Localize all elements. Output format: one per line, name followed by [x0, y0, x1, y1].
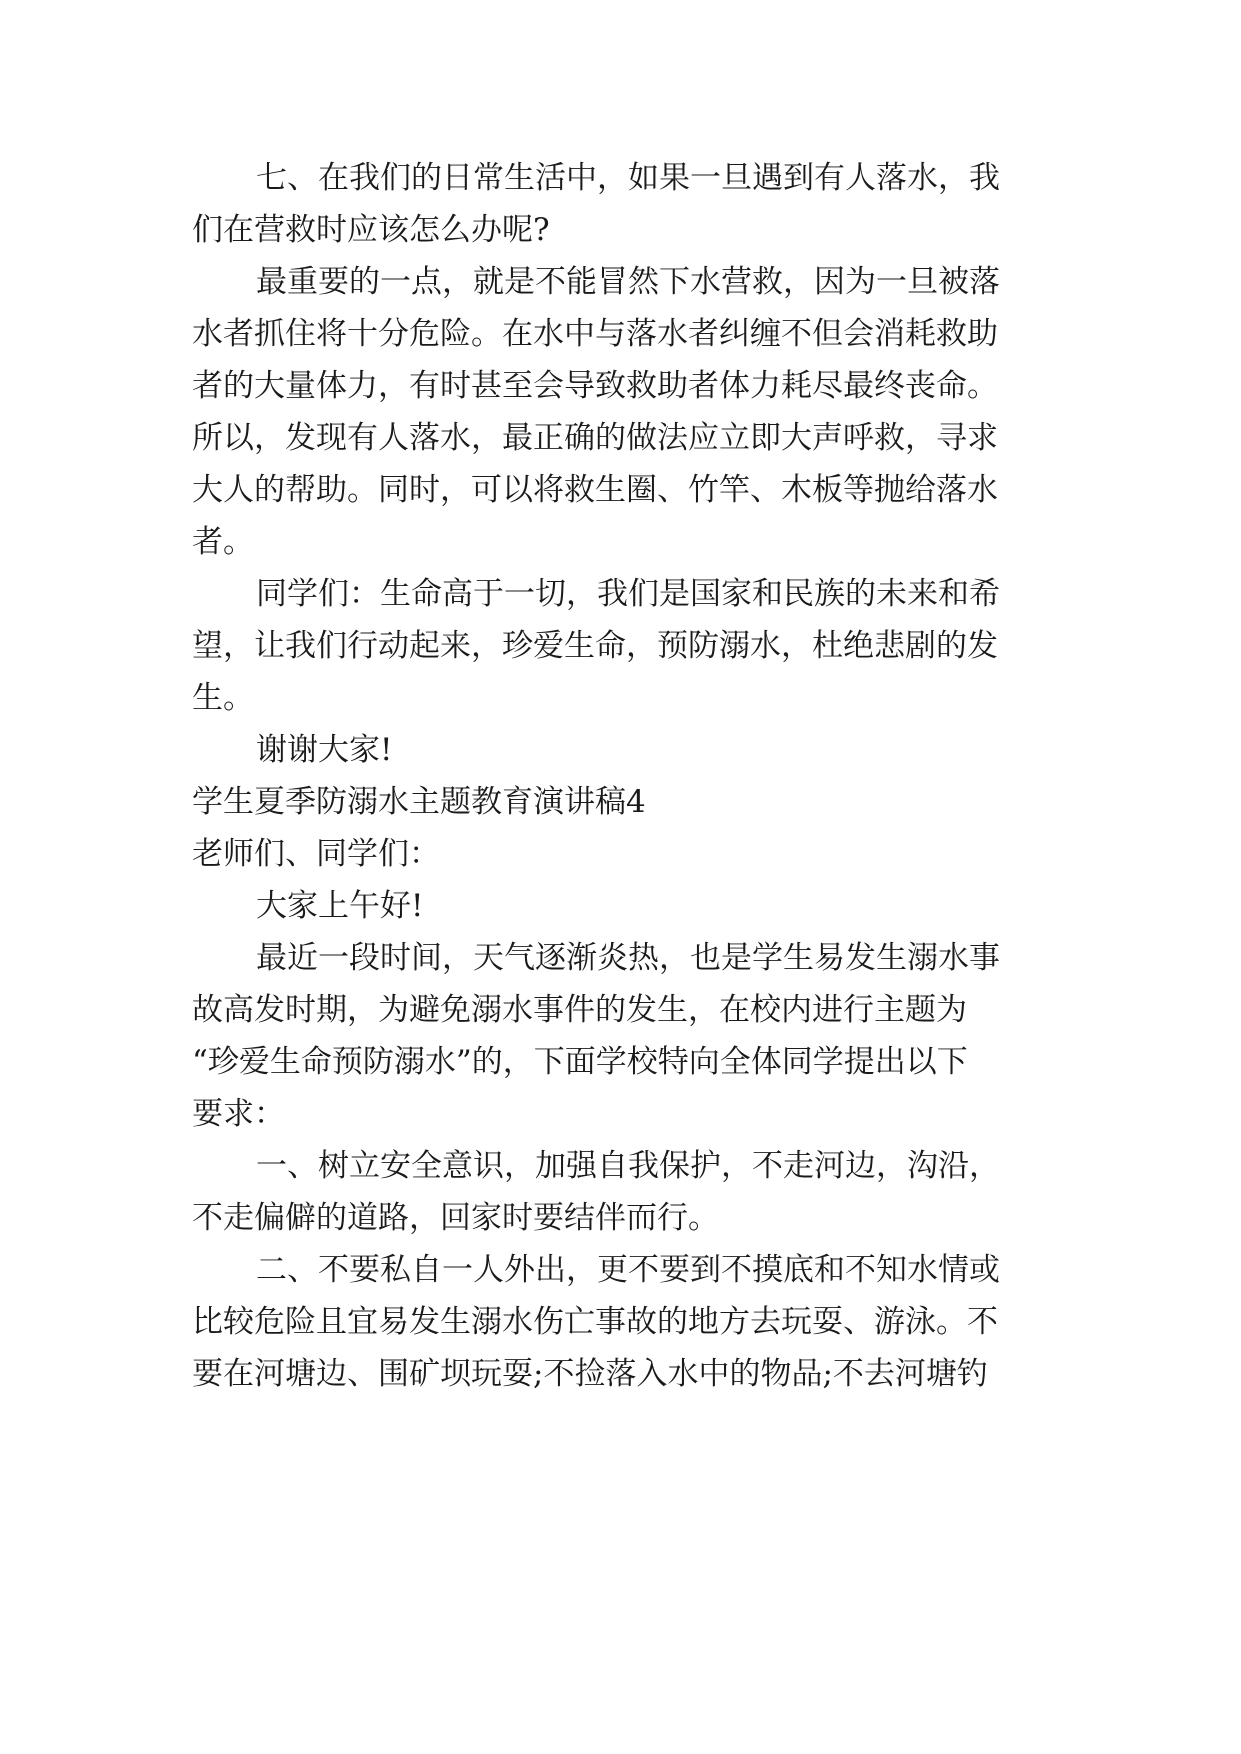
paragraph-line: 水者抓住将十分危险。在水中与落水者纠缠不但会消耗救助	[192, 316, 998, 352]
paragraph-line: 同学们：生命高于一切，我们是国家和民族的未来和希	[256, 576, 1000, 612]
paragraph-line: 望，让我们行动起来，珍爱生命，预防溺水，杜绝悲剧的发	[192, 628, 998, 664]
paragraph-line: 七、在我们的日常生活中，如果一旦遇到有人落水，我	[256, 160, 1000, 196]
paragraph-line: 所以，发现有人落水，最正确的做法应立即大声呼救，寻求	[192, 420, 998, 456]
paragraph-line: 生。	[192, 680, 254, 716]
paragraph-line: 要求：	[192, 1096, 285, 1132]
paragraph-line: 者。	[192, 524, 254, 560]
paragraph-line: 者的大量体力，有时甚至会导致救助者体力耗尽最终丧命。	[192, 368, 998, 404]
paragraph-line: 最重要的一点，就是不能冒然下水营救，因为一旦被落	[256, 264, 1000, 300]
paragraph-line: 一、树立安全意识，加强自我保护，不走河边，沟沿，	[256, 1148, 1000, 1184]
paragraph-line: 们在营救时应该怎么办呢?	[192, 212, 550, 248]
paragraph-line: 故高发时期，为避免溺水事件的发生，在校内进行主题为	[192, 992, 967, 1028]
paragraph-line: 二、不要私自一人外出，更不要到不摸底和不知水情或	[256, 1252, 1000, 1288]
paragraph-line: 不走偏僻的道路，回家时要结伴而行。	[192, 1200, 719, 1236]
paragraph-line: 大人的帮助。同时，可以将救生圈、竹竿、木板等抛给落水	[192, 472, 998, 508]
paragraph-line: 最近一段时间，天气逐渐炎热，也是学生易发生溺水事	[256, 940, 1000, 976]
paragraph-line: “珍爱生命预防溺水”的，下面学校特向全体同学提出以下	[192, 1044, 968, 1080]
section-title: 学生夏季防溺水主题教育演讲稿4	[192, 784, 646, 820]
salutation: 老师们、同学们：	[192, 836, 440, 872]
greeting: 大家上午好!	[256, 888, 424, 924]
closing-line: 谢谢大家!	[256, 732, 393, 768]
paragraph-line: 比较危险且宜易发生溺水伤亡事故的地方去玩耍、游泳。不	[192, 1304, 998, 1340]
paragraph-line: 要在河塘边、围矿坝玩耍;不捡落入水中的物品;不去河塘钓	[192, 1356, 988, 1392]
